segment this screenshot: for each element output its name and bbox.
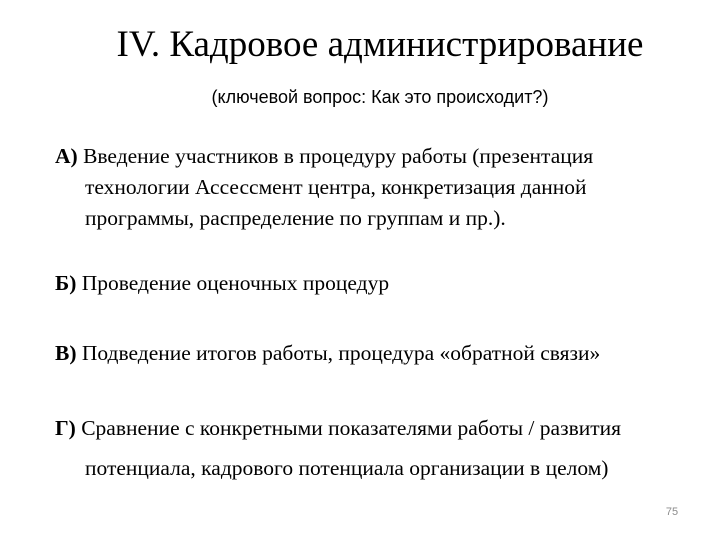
list-item-a-marker: А)	[55, 144, 78, 168]
list-item-g	[55, 408, 705, 488]
list-item-v-marker: В)	[55, 341, 77, 365]
list-item-a-line-1	[55, 141, 705, 172]
list-item-g-text-1: Сравнение с конкретными показателями работы / развития	[81, 416, 622, 440]
page-number: 75	[665, 506, 679, 518]
list-item-b	[55, 268, 705, 299]
slide-title: IV. Кадровое администрирование	[116, 24, 644, 65]
list-item-b-line-1	[55, 268, 705, 299]
list-item-b-marker: Б)	[55, 271, 77, 295]
list-item-a	[55, 141, 705, 234]
list-item-a-text-1: Введение участников в процедуру работы (презентация	[83, 144, 594, 168]
list-item-g-marker: Г)	[55, 416, 76, 440]
slide-subtitle: (ключевой вопрос: Как это происходит?)	[211, 87, 549, 107]
list-item-v-line-1	[55, 338, 705, 369]
list-item-g-line-1	[55, 408, 705, 448]
list-item-a-line-2: технологии Ассессмент центра, конкретизация данной	[85, 175, 587, 199]
list-item-a-line-3: программы, распределение по группам и пр.).	[85, 206, 506, 230]
list-item-b-text-1: Проведение оценочных процедур	[81, 271, 390, 295]
list-item-v	[55, 338, 705, 369]
list-item-g-line-2: потенциала, кадрового потенциала организации в целом)	[85, 456, 609, 480]
list-item-v-text-1: Подведение итогов работы, процедура «обратной связи»	[81, 341, 601, 365]
